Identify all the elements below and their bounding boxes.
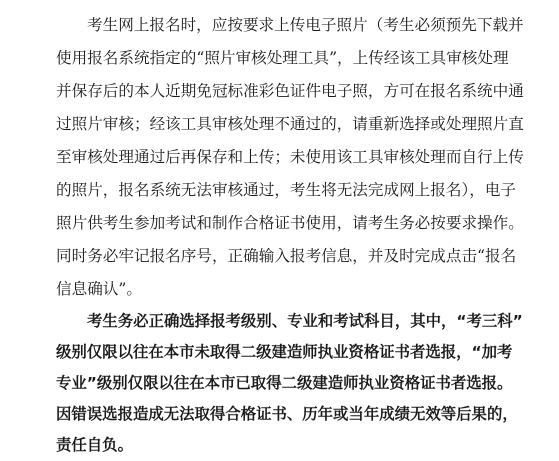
document-body <box>56 9 524 461</box>
paragraph-line: 级别仅限以往在本市未取得二级建造师执业资格证书者选报，“加考 <box>56 343 513 361</box>
paragraph-line: 过照片审核；经该工具审核处理不通过的，请重新选择或处理照片直 <box>56 115 524 133</box>
paragraph-line: 使用报名系统指定的“照片审核处理工具”，上传经该工具审核处理 <box>56 49 509 67</box>
paragraph-line: 责任自负。 <box>56 436 133 454</box>
paragraph-line: 因错误选报造成无法取得合格证书、历年或当年成绩无效等后果的， <box>56 405 518 423</box>
paragraph-line: 考生网上报名时，应按要求上传电子照片（考生必须预先下载并 <box>87 16 524 34</box>
paragraph-line: 至审核处理通过后再保存和上传；未使用该工具审核处理而自行上传 <box>56 148 524 166</box>
paragraph-line: 照片供考生参加考试和制作合格证书使用，请考生务必按要求操作。 <box>56 214 524 232</box>
paragraph-line: 并保存后的本人近期免冠标准彩色证件电子照，方可在报名系统中通 <box>56 82 524 100</box>
paragraph-photo-upload <box>56 9 524 306</box>
paragraph-line: 的照片，报名系统无法审核通过，考生将无法完成网上报名），电子 <box>56 181 517 199</box>
paragraph-line: 信息确认”。 <box>56 280 142 298</box>
paragraph-line: 同时务必牢记报名序号，正确输入报考信息，并及时完成点击“报名 <box>56 247 517 265</box>
paragraph-line: 专业”级别仅限以往在本市已取得二级建造师执业资格证书者选报。 <box>56 374 513 392</box>
paragraph-level-selection <box>56 306 523 461</box>
paragraph-line: 考生务必正确选择报考级别、专业和考试科目，其中，“考三科” <box>87 312 523 330</box>
